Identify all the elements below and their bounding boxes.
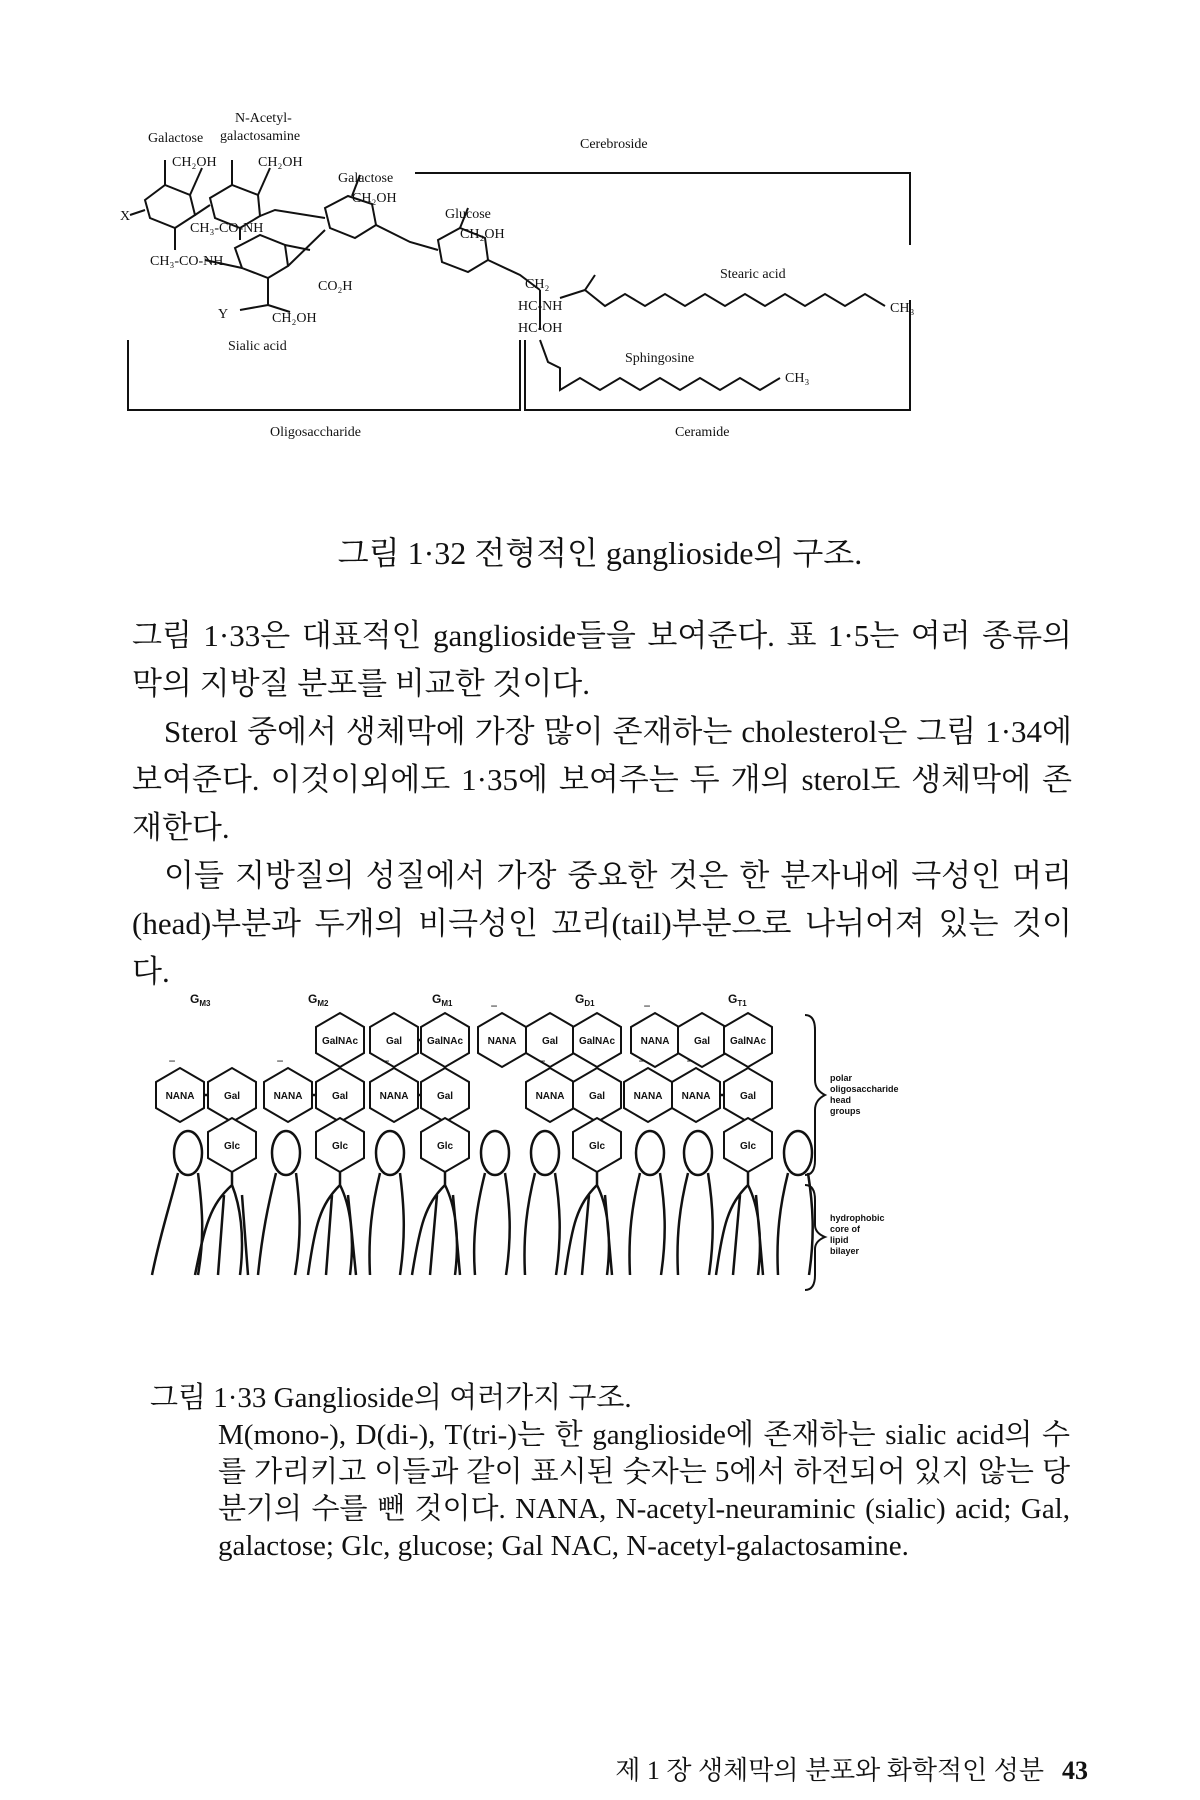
svg-text:NANA: NANA xyxy=(165,1091,195,1102)
gt1-glc-unit xyxy=(724,1118,772,1172)
group-ch3-2: CH₃ xyxy=(785,371,810,386)
label-glucose: Glucose xyxy=(445,207,491,222)
label-cerebroside: Cerebroside xyxy=(580,137,648,152)
svg-text:Gal: Gal xyxy=(223,1091,241,1102)
column-label-gm3: $G_{M3}$ xyxy=(190,992,211,1008)
group-x: X xyxy=(120,209,131,224)
gm2-nana-unit xyxy=(264,1068,312,1122)
label-sialic-acid: Sialic acid xyxy=(228,339,287,354)
svg-text:Glc: Glc xyxy=(436,1141,454,1152)
body-text xyxy=(132,612,1072,996)
svg-text:NANA: NANA xyxy=(535,1091,565,1102)
group-co2h: CO₂H xyxy=(318,279,353,294)
label-nacetyl-line1: N-Acetyl- xyxy=(235,111,292,126)
svg-text:Gal: Gal xyxy=(385,1036,403,1047)
charge-marker: − xyxy=(382,1054,390,1068)
charge-marker: − xyxy=(538,1054,546,1068)
svg-text:Glc: Glc xyxy=(331,1141,349,1152)
group-acetyl-amino: CH₃-CO-NH xyxy=(150,254,224,269)
svg-text:Gal: Gal xyxy=(436,1091,454,1102)
gm1-gal-unit xyxy=(370,1013,418,1067)
label-galactose-1: Galactose xyxy=(148,131,204,146)
svg-text:Gal: Gal xyxy=(331,1091,349,1102)
gt1-gal2-unit xyxy=(724,1068,772,1122)
gd1-galnac-unit xyxy=(573,1013,621,1067)
page-footer xyxy=(615,1750,1088,1787)
svg-text:Gal: Gal xyxy=(541,1036,559,1047)
svg-text:Gal: Gal xyxy=(588,1091,606,1102)
svg-text:NANA: NANA xyxy=(273,1091,303,1102)
gd1-gal-unit xyxy=(526,1013,574,1067)
gt1-gal-unit xyxy=(678,1013,726,1067)
svg-text:NANA: NANA xyxy=(487,1036,517,1047)
gm3-nana-unit xyxy=(156,1068,204,1122)
charge-marker: − xyxy=(168,1054,176,1068)
column-label-gd1: $G_{D1}$ xyxy=(575,992,595,1008)
group-ch2: CH₂ xyxy=(525,277,550,292)
page-number: 43 xyxy=(1062,1756,1088,1785)
gd1-nana-top-unit xyxy=(478,1013,526,1067)
column-label-gt1: $G_{T1}$ xyxy=(728,992,747,1008)
chapter-title: 제 1 장 생체막의 분포와 화학적인 성분 xyxy=(615,1756,1044,1785)
svg-text:Glc: Glc xyxy=(588,1141,606,1152)
column-label-gm2: $G_{M2}$ xyxy=(308,992,329,1008)
figure-1-32-caption: 그림 1·32 전형적인 ganglioside의 구조. xyxy=(337,535,863,571)
label-galactose-2: Galactose xyxy=(338,171,394,186)
gm2-glc-unit xyxy=(316,1118,364,1172)
gm1-gal2-unit xyxy=(421,1068,469,1122)
group-ch3conh: CH₃-CO-NH xyxy=(190,221,264,236)
ganglioside-structure-figure xyxy=(120,100,1080,520)
gd1-gal2-unit xyxy=(573,1068,621,1122)
figure-1-33-caption xyxy=(150,1380,1070,1565)
svg-text:NANA: NANA xyxy=(640,1036,670,1047)
gm2-gal-unit xyxy=(316,1068,364,1122)
gm1-glc-unit xyxy=(421,1118,469,1172)
label-sphingosine: Sphingosine xyxy=(625,351,695,366)
ganglioside-bilayer-figure xyxy=(150,985,1060,1395)
brace-label-hydrophobic: hydrophobic core of lipid bilayer xyxy=(830,1213,885,1256)
svg-text:GalNAc: GalNAc xyxy=(578,1036,616,1047)
svg-text:GalNAc: GalNAc xyxy=(729,1036,767,1047)
group-y: Y xyxy=(218,307,229,322)
group-ch2oh-e: CH₂OH xyxy=(272,311,317,326)
paragraph-3: 이들 지방질의 성질에서 가장 중요한 것은 한 분자내에 극성인 머리(head)부분과 두개의 비극성인 꼬리(tail)부분으로 나뉘어져 있는 것이다. xyxy=(132,858,1072,989)
charge-marker: − xyxy=(276,1054,284,1068)
charge-marker: − xyxy=(490,999,498,1013)
svg-text:NANA: NANA xyxy=(681,1091,711,1102)
svg-text:NANA: NANA xyxy=(379,1091,409,1102)
paragraph-1: 그림 1·33은 대표적인 ganglioside들을 보여준다. 표 1·5는 여러 종류의 막의 지방질 분포를 비교한 것이다. xyxy=(132,618,1072,701)
svg-text:NANA: NANA xyxy=(633,1091,663,1102)
svg-text:Glc: Glc xyxy=(223,1141,241,1152)
charge-marker: − xyxy=(686,1054,694,1068)
gm1-nana-unit xyxy=(370,1068,418,1122)
group-ch2oh-b: CH₂OH xyxy=(258,155,303,170)
svg-text:GalNAc: GalNAc xyxy=(426,1036,464,1047)
label-ceramide: Ceramide xyxy=(675,425,730,440)
group-ch2oh-a: CH₂OH xyxy=(172,155,217,170)
gm1-galnac-unit xyxy=(421,1013,469,1067)
gt1-nana2-unit xyxy=(672,1068,720,1122)
charge-marker: − xyxy=(643,999,651,1013)
svg-text:Gal: Gal xyxy=(739,1091,757,1102)
label-stearic-acid: Stearic acid xyxy=(720,267,786,282)
gt1-galnac-unit xyxy=(724,1013,772,1067)
figure-1-33-caption-title: 그림 1·33 Ganglioside의 여러가지 구조. xyxy=(150,1382,632,1414)
label-oligosaccharide: Oligosaccharide xyxy=(270,425,361,440)
charge-marker: − xyxy=(638,1054,646,1068)
group-ch2oh-d: CH₂OH xyxy=(460,227,505,242)
column-label-gm1: $G_{M1}$ xyxy=(432,992,453,1008)
group-ch2oh-c: CH₂OH xyxy=(352,191,397,206)
gd1-glc-unit xyxy=(573,1118,621,1172)
brace-label-polar: polar oligosaccharide head groups xyxy=(830,1073,899,1116)
gd1-nana-unit xyxy=(526,1068,574,1122)
label-nacetyl-line2: galactosamine xyxy=(220,129,301,144)
gt1-nana1-unit xyxy=(624,1068,672,1122)
group-ch3: CH₃ xyxy=(890,301,915,316)
gm2-galnac-unit xyxy=(316,1013,364,1067)
svg-text:Gal: Gal xyxy=(693,1036,711,1047)
svg-text:GalNAc: GalNAc xyxy=(321,1036,359,1047)
svg-text:Glc: Glc xyxy=(739,1141,757,1152)
gm3-gal-unit xyxy=(208,1068,256,1122)
group-hc-oh: HC-OH xyxy=(518,321,563,336)
gm3-glc-unit xyxy=(208,1118,256,1172)
paragraph-2: Sterol 중에서 생체막에 가장 많이 존재하는 cholesterol은 그림 1·34에 보여준다. 이것이외에도 1·35에 보여주는 두 개의 sterol도 생체막에 존재한다. xyxy=(132,714,1072,845)
group-hc-nh: HC-NH xyxy=(518,299,563,314)
figure-1-33-caption-description: M(mono-), D(di-), T(tri-)는 한 ganglioside에 존재하는 sialic acid의 수를 가리키고 이들과 같이 표시된 숫자는 5에서 하전되어 있지 않는 당분기의 수를 뺀 것이다. NANA, N-acetyl-neuraminic (sialic) acid; Gal, galactose; Glc, glucose; Gal NAC, N-acetyl-galactosamine. xyxy=(218,1419,1070,1562)
